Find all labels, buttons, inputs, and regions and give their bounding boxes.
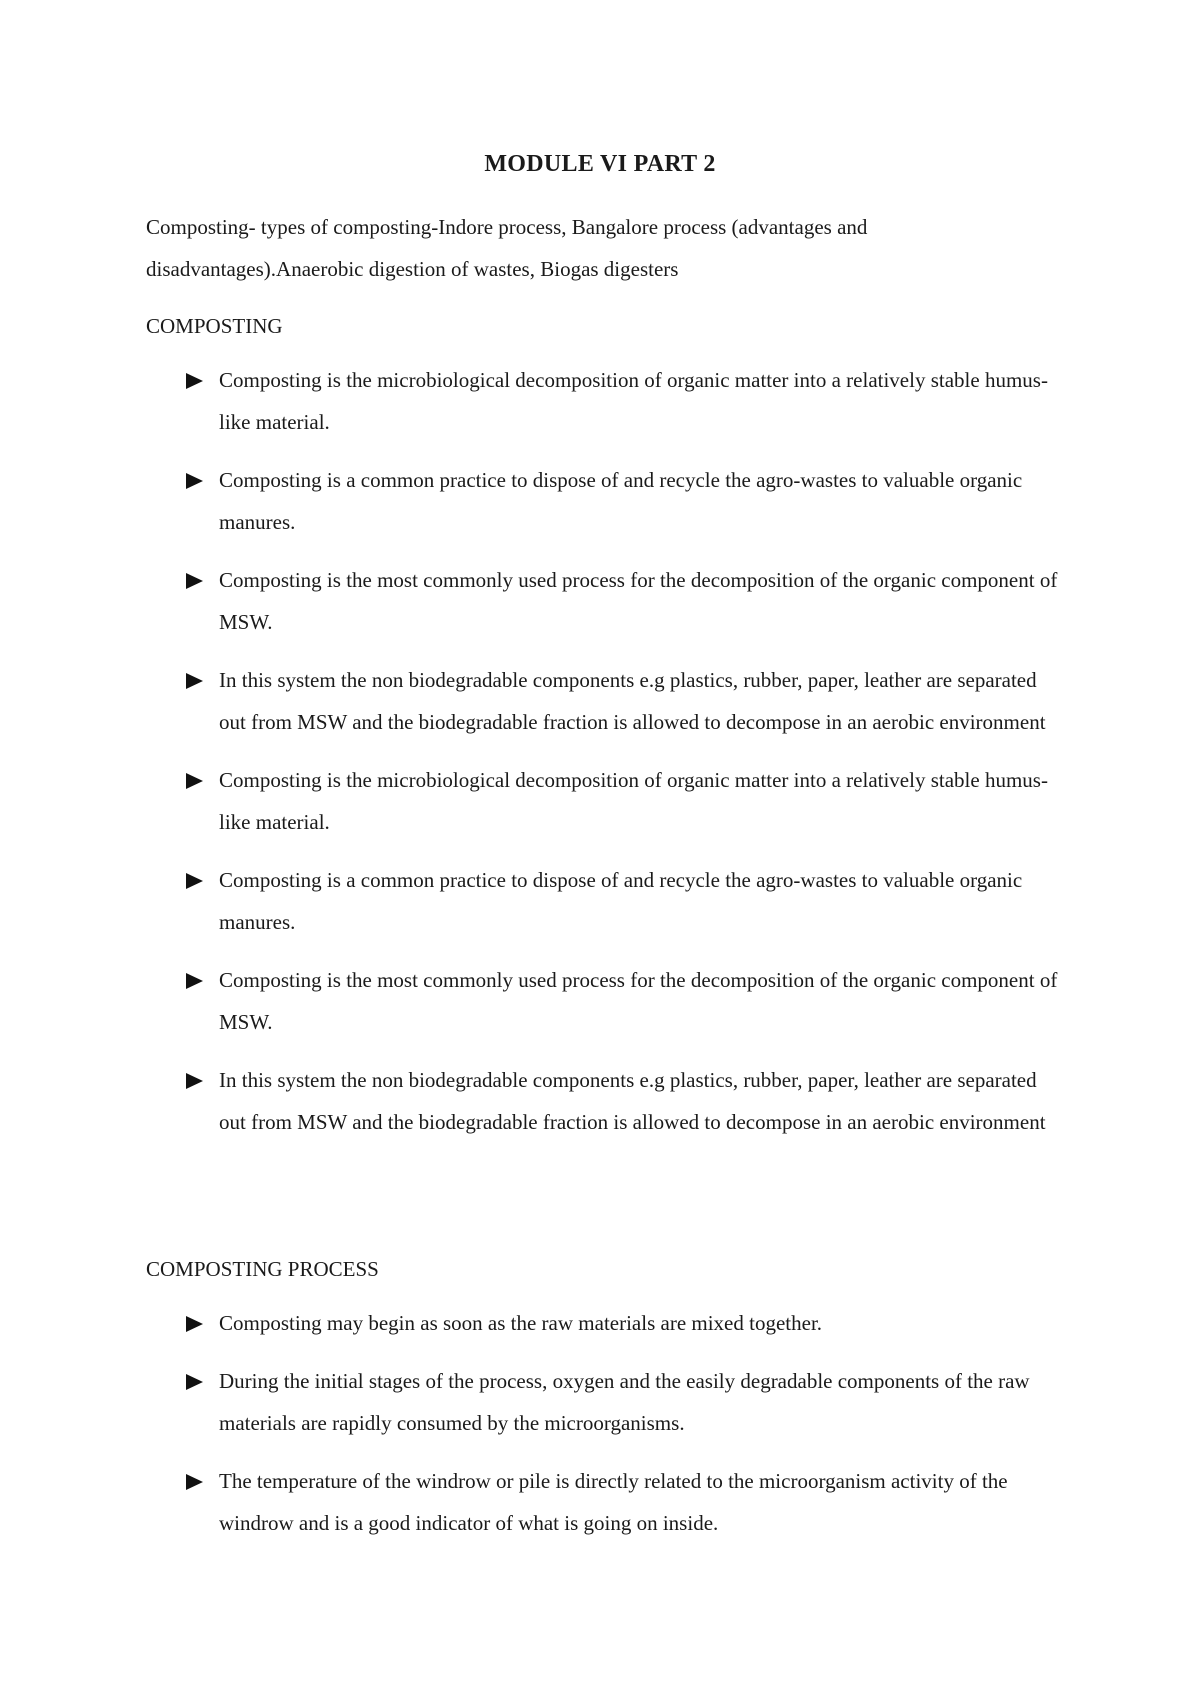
list-item: [146, 559, 1066, 643]
list-item: [146, 859, 1066, 943]
list-item-text: Composting is a common practice to dispose of and recycle the agro-wastes to valuable organic manures.: [219, 468, 1023, 534]
list-item-text: Composting is the microbiological decomposition of organic matter into a relatively stable humus-like material.: [219, 768, 1048, 834]
arrow-bullet-icon: [186, 373, 203, 389]
intro-paragraph: Composting- types of composting-Indore process, Bangalore process (advantages and disadvantages).Anaerobic digestion of wastes, Biogas digesters: [146, 215, 868, 281]
list-item-text: Composting is the most commonly used process for the decomposition of the organic component of MSW.: [219, 568, 1058, 634]
list-item-text: The temperature of the windrow or pile is directly related to the microorganism activity of the windrow and is a good indicator of what is going on inside.: [219, 1469, 1008, 1535]
list-item: [146, 1059, 1066, 1143]
list-item: [146, 659, 1066, 743]
arrow-bullet-icon: [186, 573, 203, 589]
section-heading-composting: COMPOSTING: [146, 314, 283, 338]
arrow-bullet-icon: [186, 1316, 203, 1332]
list-item: [146, 1360, 1066, 1444]
list-item-text: In this system the non biodegradable components e.g plastics, rubber, paper, leather are separated out from MSW and the biodegradable fraction is allowed to decompose in an aerobic environment: [219, 668, 1046, 734]
arrow-bullet-icon: [186, 1374, 203, 1390]
list-item-text: Composting is a common practice to dispose of and recycle the agro-wastes to valuable organic manures.: [219, 868, 1023, 934]
list-item-text: Composting is the most commonly used process for the decomposition of the organic component of MSW.: [219, 968, 1058, 1034]
arrow-bullet-icon: [186, 1474, 203, 1490]
list-item: [146, 1460, 1066, 1544]
document-title: MODULE VI PART 2: [484, 151, 716, 177]
arrow-bullet-icon: [186, 473, 203, 489]
arrow-bullet-icon: [186, 973, 203, 989]
bullet-list-composting: [146, 359, 1066, 1159]
bullet-list-composting-process: [146, 1302, 1066, 1560]
list-item: [146, 459, 1066, 543]
arrow-bullet-icon: [186, 873, 203, 889]
arrow-bullet-icon: [186, 673, 203, 689]
list-item: [146, 1302, 1066, 1344]
section-heading-composting-process: COMPOSTING PROCESS: [146, 1257, 379, 1281]
list-item: [146, 959, 1066, 1043]
list-item-text: Composting may begin as soon as the raw materials are mixed together.: [219, 1311, 823, 1335]
list-item: [146, 359, 1066, 443]
list-item-text: Composting is the microbiological decomposition of organic matter into a relatively stable humus-like material.: [219, 368, 1048, 434]
arrow-bullet-icon: [186, 773, 203, 789]
arrow-bullet-icon: [186, 1073, 203, 1089]
list-item-text: In this system the non biodegradable components e.g plastics, rubber, paper, leather are separated out from MSW and the biodegradable fraction is allowed to decompose in an aerobic environment: [219, 1068, 1046, 1134]
list-item: [146, 759, 1066, 843]
list-item-text: During the initial stages of the process, oxygen and the easily degradable components of the raw materials are rapidly consumed by the microorganisms.: [219, 1369, 1030, 1435]
